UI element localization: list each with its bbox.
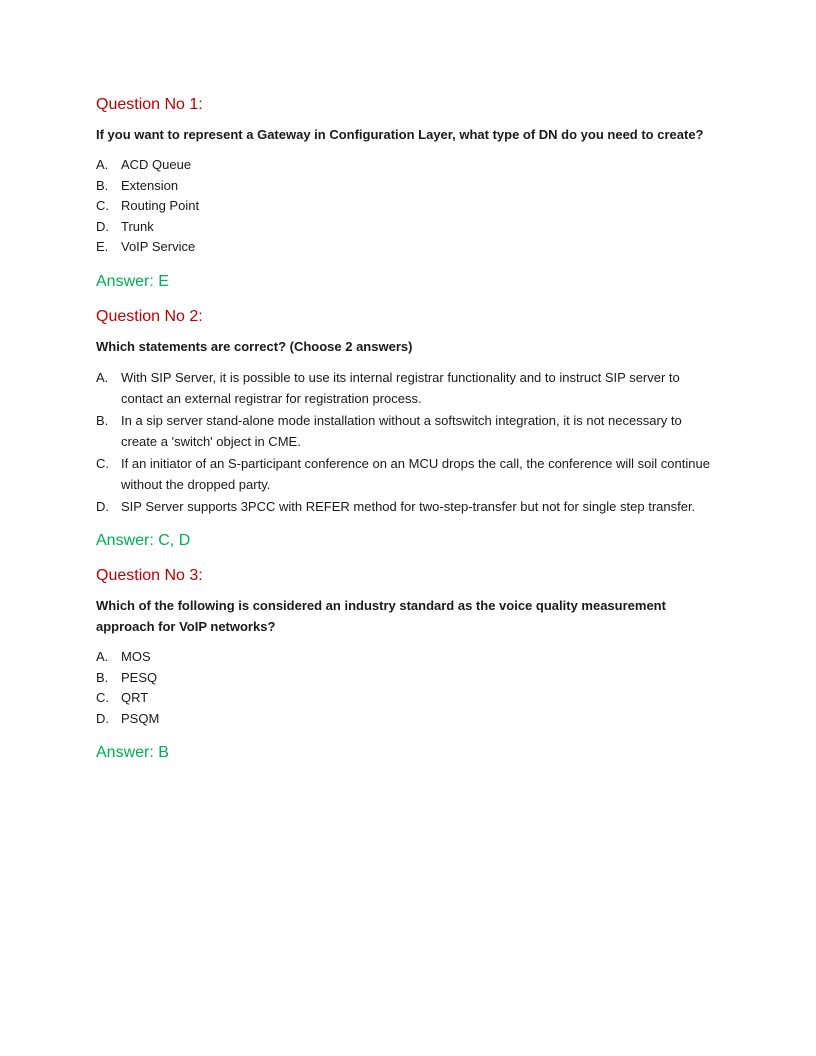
options-list <box>96 647 716 729</box>
option-text: Trunk <box>121 218 154 234</box>
option-letter: B. <box>96 412 109 428</box>
option-letter: B. <box>96 669 109 685</box>
option-text: With SIP Server, it is possible to use its internal registrar functionality and to instruct SIP server to contact an external registrar for registration process. <box>121 369 680 406</box>
answer-label: Answer: B <box>96 744 169 761</box>
question-block <box>96 92 716 304</box>
answer-label: Answer: E <box>96 272 169 290</box>
option-text: Extension <box>121 177 179 193</box>
option-text: SIP Server supports 3PCC with REFER method for two-step-transfer but not for single step transfer. <box>121 498 696 514</box>
question-block <box>96 304 716 564</box>
option-letter: C. <box>96 198 109 213</box>
question-heading: Question No 3: <box>96 567 203 584</box>
option-text: Routing Point <box>121 198 200 213</box>
question-heading: Question No 1: <box>96 96 203 113</box>
option-text: If an initiator of an S-participant conference on an MCU drops the call, the conference will soil continue without the dropped party. <box>121 455 710 492</box>
option-item <box>96 410 716 453</box>
option-item <box>96 453 716 496</box>
option-letter: D. <box>96 218 109 234</box>
option-letter: D. <box>96 498 109 514</box>
option-item <box>96 196 716 217</box>
option-item <box>96 688 716 709</box>
option-item <box>96 176 716 197</box>
options-list <box>96 155 716 258</box>
option-item <box>96 668 716 689</box>
option-letter: A. <box>96 369 109 385</box>
question-heading: Question No 2: <box>96 307 203 325</box>
option-letter: C. <box>96 455 109 471</box>
option-text: QRT <box>121 690 149 705</box>
question-text: If you want to represent a Gateway in Configuration Layer, what type of DN do you need to create? <box>96 127 704 142</box>
question-text: Which statements are correct? (Choose 2 answers) <box>96 338 413 354</box>
options-list <box>96 367 716 518</box>
option-item <box>96 237 716 258</box>
question-text: Which of the following is considered an industry standard as the voice quality measurement approach for VoIP networks? <box>96 598 666 634</box>
option-letter: D. <box>96 710 109 726</box>
option-item <box>96 647 716 668</box>
answer-label: Answer: C, D <box>96 532 191 549</box>
option-letter: B. <box>96 177 109 193</box>
option-letter: C. <box>96 690 109 705</box>
option-item <box>96 155 716 176</box>
option-text: In a sip server stand-alone mode installation without a softswitch integration, it is not necessary to create a 'switch' object in CME. <box>121 412 682 449</box>
question-block <box>96 563 716 766</box>
option-item <box>96 217 716 238</box>
option-item <box>96 496 716 518</box>
option-item <box>96 367 716 410</box>
option-text: VoIP Service <box>121 239 196 254</box>
option-text: ACD Queue <box>121 157 192 172</box>
option-letter: A. <box>96 157 109 172</box>
option-text: PSQM <box>121 710 160 726</box>
option-letter: A. <box>96 649 109 664</box>
document-page <box>96 92 716 766</box>
option-text: MOS <box>121 649 151 664</box>
option-item <box>96 709 716 730</box>
option-letter: E. <box>96 239 109 254</box>
option-text: PESQ <box>121 669 158 685</box>
